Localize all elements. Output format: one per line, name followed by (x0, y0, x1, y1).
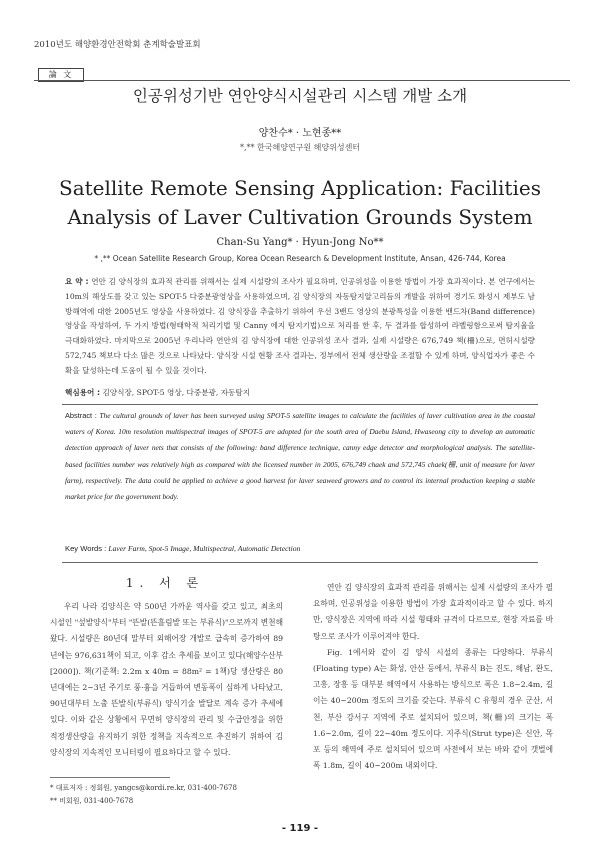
korean-abstract-label: 요 약 : (65, 277, 89, 286)
intro-right-paragraph-1: 연안 김 양식장의 효과적 관리를 위해서는 실제 시설량의 조사가 필요하며, 인공위성을 이용한 방법이 가장 효과적이라고 할 수 있다. 하지만, 양식장은 지역에 따라 시설 형태와 규격이 다르므로, 현장 자료를 바탕으로 조사가 이루어져야 한다. (313, 583, 553, 641)
korean-keywords (65, 387, 535, 398)
english-abstract-text: The cultural grounds of laver has been surveyed using SPOT-5 satellite images to calculate the facilities of laver cultivation area in the coastal waters of Korea. 10m resolution multispectral images of SPOT-5 are adopted for the south area of Daebu Island, Hwaseong city to develop an automatic detection approach of laver nets that consists of the following: band difference technique, canny edge detector and morphological analysis. The satellite-based facilities number was relatively high as compared with the licensed number in 2005, 676,749 chaek and 572,745 chaek(柵, unit of measure for laver farm), respectively. The data could be applied to achieve a good harvest for laver seaweed growers and to control its internal production keeping a stable market price for the government body. (65, 411, 535, 502)
korean-abstract (65, 275, 535, 379)
english-title: Satellite Remote Sensing Application: Facilities Analysis of Laver Cultivation Grounds System (59, 176, 541, 229)
english-abstract (65, 408, 535, 505)
section-heading: 1. 서 론 (125, 576, 205, 590)
english-keywords-label: Key Words : (65, 544, 107, 553)
abstract-rule-top (62, 404, 538, 405)
footnote-2: ** 비회원, 031-400-7678 (50, 797, 134, 805)
english-keywords (65, 544, 535, 553)
journal-header: 2010년도 해양환경안전학회 춘계학술발표회 (34, 40, 201, 50)
intro-right-paragraph-2: Fig. 1에서와 같이 김 양식 시설의 종류는 다양하다. 부류식(Floating type) A는 화성, 안산 등에서, 부류식 B는 진도, 해남, 완도, 고흥, 장흥 등 대부분 해역에서 사용하는 방식으로 폭은 1.8~2.4m, 길이는 40~200m 정도의 크기를 갖는다. 부류식 C 유형의 경우 군산, 서천, 부산 강서구 지역에 주로 설치되어 있으며, 책(柵)의 크기는 폭 1.6~2.0m, 길이 22~40m 정도이다. 지주식(Strut type)은 신안, 목포 등의 해역에 주로 설치되어 있으며 사전에서 보는 바와 같이 갯벌에 폭 1.8m, 길이 40~200m 내외이다. (313, 647, 553, 771)
korean-keywords-text: 김양식장, SPOT-5 영상, 다중분광, 자동탐지 (102, 388, 251, 397)
page-number: - 119 - (281, 823, 319, 834)
korean-authors: 양찬수* · 노현종** (258, 128, 342, 139)
footnote-1: * 대표저자 : 정회원, yangcs@kordi.re.kr, 031-400-7678 (50, 784, 237, 792)
footnote-rule (50, 777, 170, 778)
intro-right-column (313, 580, 553, 774)
korean-affiliation: *,** 한국해양연구원 해양위성센터 (239, 143, 361, 152)
korean-keywords-label: 핵심용어 : (65, 388, 101, 397)
korean-title: 인공위성기반 연안양식시설관리 시스템 개발 소개 (132, 87, 468, 105)
intro-left-column: 우리 나라 김양식은 약 500년 가까운 역사를 갖고 있고, 최초의 시설인 "섶발양식"부터 "뜬발(뜬흘림발 또는 부류식)"으로까지 변천해 왔다. 시설량은 80년대 말부터 외해어장 개발로 급속히 증가하여 89년에는 976,631책이 되고, 이후 감소 추세를 보이고 있다(해양수산부[2000]). 책(기준책: 2.2m x 40m = 88m² = 1책)당 생산량은 80년대에는 2~3년 주기로 풍·흉을 거듭하여 변동폭이 심하게 나타났고, 90년대부터 노출 뜬발식(부류식) 양식기술 발달로 계속 증가 추세에 있다. 이와 같은 상황에서 무면허 양식장의 관리 및 수급안정을 위한 적정생산량을 유지하기 위한 정책을 지속적으로 추진하기 위하여 김 양식장의 지속적인 모니터링이 필요하다고 할 수 있다. (50, 602, 283, 757)
english-affiliation: * ,** Ocean Satellite Research Group, Korea Ocean Research & Development Institute, Ansan, 426-744, Korea (94, 254, 506, 263)
header-rule (34, 80, 570, 81)
abstract-rule-bottom (62, 562, 538, 563)
paper-type-label: 論 文 (38, 68, 84, 82)
english-keywords-text: Laver Farm, Spot-5 Image, Multispectral, Automatic Detection (108, 544, 301, 553)
english-abstract-label: Abstract : (65, 411, 97, 420)
english-authors: Chan-Su Yang* · Hyun-Jong No** (216, 237, 384, 248)
korean-abstract-text: 연안 김 양식장의 효과적 관리를 위해서는 실제 시설량의 조사가 필요하며, 인공위성을 이용한 방법이 가장 효과적이다. 본 연구에서는 10m의 해상도를 갖고 있는 SPOT-5 다중분광영상을 사용하였으며, 김 양식장의 자동탐지알고리듬의 개발을 위하여 경기도 화성시 제부도 남방해역에 대한 2005년도 영상을 사용하였다. 김 양식장을 추출하기 위하여 우선 3밴드 영상의 분광특성을 이용한 밴드차(Band difference) 영상을 작성하여, 두 가지 방법(형태학적 처리기법 및 Canny 에지 탐지기법)으로 처리를 한 후, 두 결과를 합성하여 라벨링함으로써 탐지율을 극대화하였다. 마지막으로 2005년 우리나라 연안의 김 양식장에 대한 인공위성 조사 결과, 실제 시설량은 676,749 책(柵)으로, 면허시설량 572,745 책보다 다소 많은 것으로 나타났다. 양식장 시설 현황 조사 결과는, 정부에서 전체 생산량을 조절할 수 있게 하며, 양식업자가 좋은 수확을 달성하는데 도움이 될 수 있을 것이다. (65, 277, 535, 375)
